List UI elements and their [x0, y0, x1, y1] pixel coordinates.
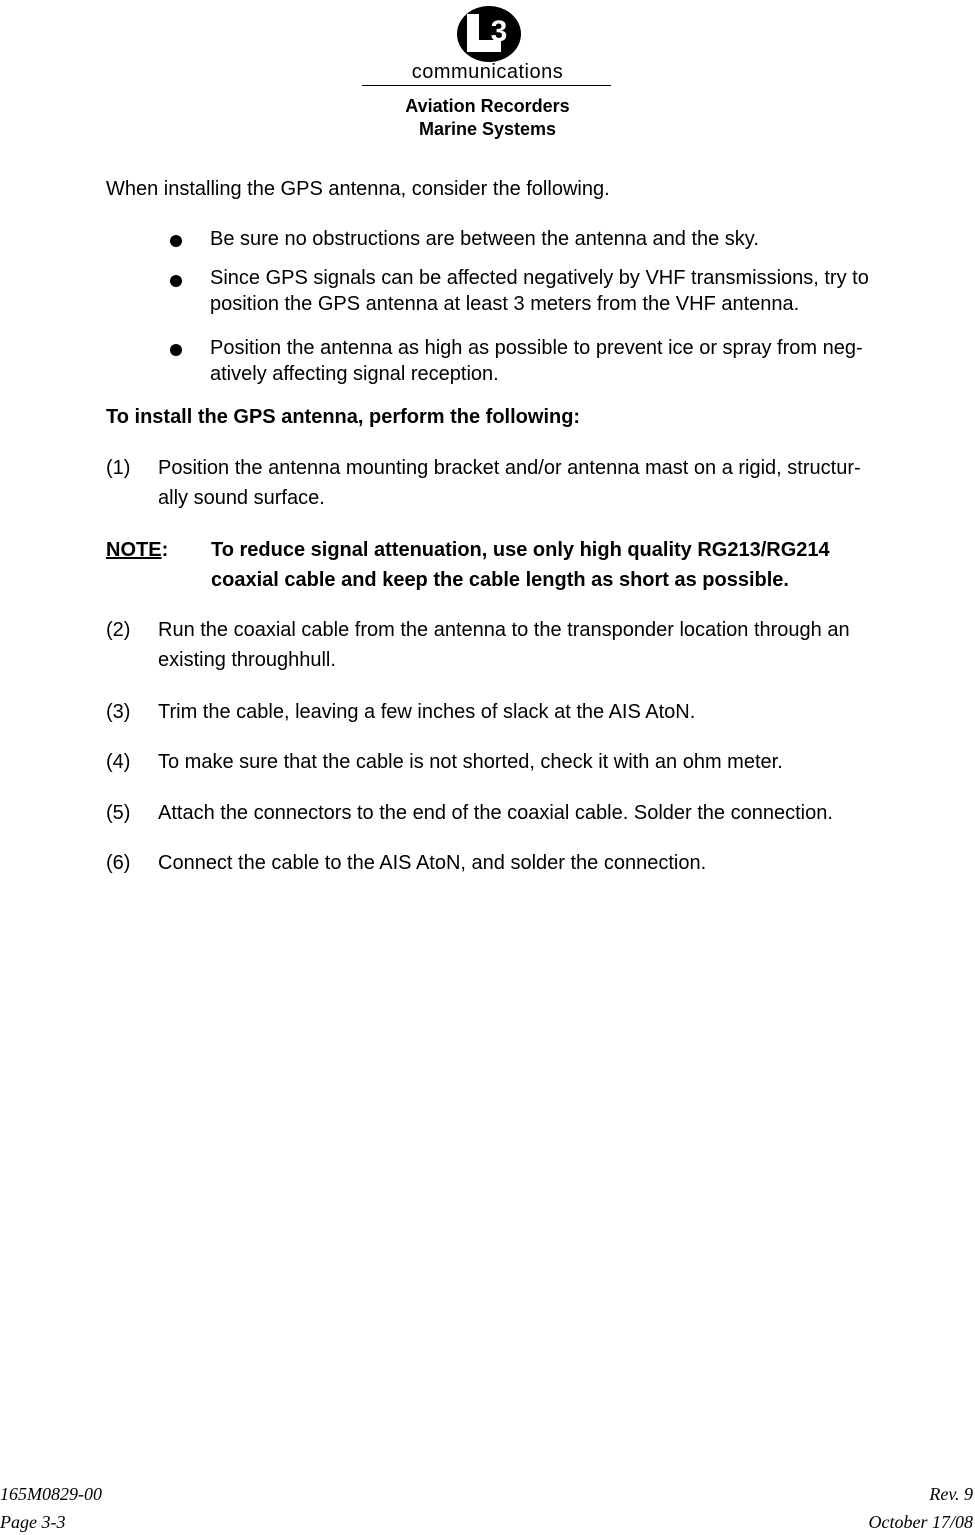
- intro-text: When installing the GPS antenna, consider the following.: [106, 178, 610, 200]
- footer-date: October 17/08: [868, 1512, 973, 1532]
- step-number: (5): [106, 802, 131, 824]
- bullet-icon: [170, 344, 182, 356]
- bullet-2-line-2: position the GPS antenna at least 3 meters from the VHF antenna.: [210, 293, 800, 315]
- step-4-line-1: To make sure that the cable is not shorted, check it with an ohm meter.: [158, 751, 783, 773]
- footer-revision: Rev. 9: [929, 1484, 973, 1504]
- division-line-1: Aviation Recorders: [405, 96, 570, 116]
- bullet-1-line-1: Be sure no obstructions are between the antenna and the sky.: [210, 228, 759, 250]
- logo-rule: [362, 85, 611, 86]
- step-number: (6): [106, 852, 131, 874]
- footer-page: Page 3-3: [0, 1512, 66, 1532]
- step-number: (3): [106, 701, 131, 723]
- footer-doc-number: 165M0829-00: [0, 1484, 102, 1504]
- bullet-3-line-1: Position the antenna as high as possible to prevent ice or spray from neg-: [210, 337, 863, 359]
- step-5-line-1: Attach the connectors to the end of the coaxial cable. Solder the connection.: [158, 802, 833, 824]
- l3-logo-icon: [455, 4, 523, 64]
- logo-mark: 3: [490, 15, 508, 48]
- note-line-1: To reduce signal attenuation, use only high quality RG213/RG214: [211, 539, 830, 561]
- step-2-line-2: existing throughhull.: [158, 649, 336, 671]
- division-line-2: Marine Systems: [418, 119, 557, 139]
- step-6-line-1: Connect the cable to the AIS AtoN, and solder the connection.: [158, 852, 707, 874]
- step-number: (4): [106, 751, 131, 773]
- step-number: (2): [106, 619, 131, 641]
- note-line-2: coaxial cable and keep the cable length as short as possible.: [211, 569, 789, 591]
- step-3-line-1: Trim the cable, leaving a few inches of slack at the AIS AtoN.: [158, 701, 696, 723]
- bullet-icon: [170, 275, 182, 287]
- step-1-line-2: ally sound surface.: [158, 487, 325, 509]
- logo-wordmark: communications: [411, 61, 564, 83]
- bullet-3-line-2: atively affecting signal reception.: [210, 363, 499, 385]
- bullet-icon: [170, 235, 182, 247]
- procedure-heading: To install the GPS antenna, perform the following:: [106, 406, 581, 428]
- step-2-line-1: Run the coaxial cable from the antenna to the transponder location through an: [158, 619, 850, 641]
- bullet-2-line-1: Since GPS signals can be affected negatively by VHF transmissions, try to: [210, 267, 869, 289]
- note-label: NOTE:: [106, 539, 169, 561]
- step-number: (1): [106, 457, 131, 479]
- step-1-line-1: Position the antenna mounting bracket and/or antenna mast on a rigid, structur-: [158, 457, 861, 479]
